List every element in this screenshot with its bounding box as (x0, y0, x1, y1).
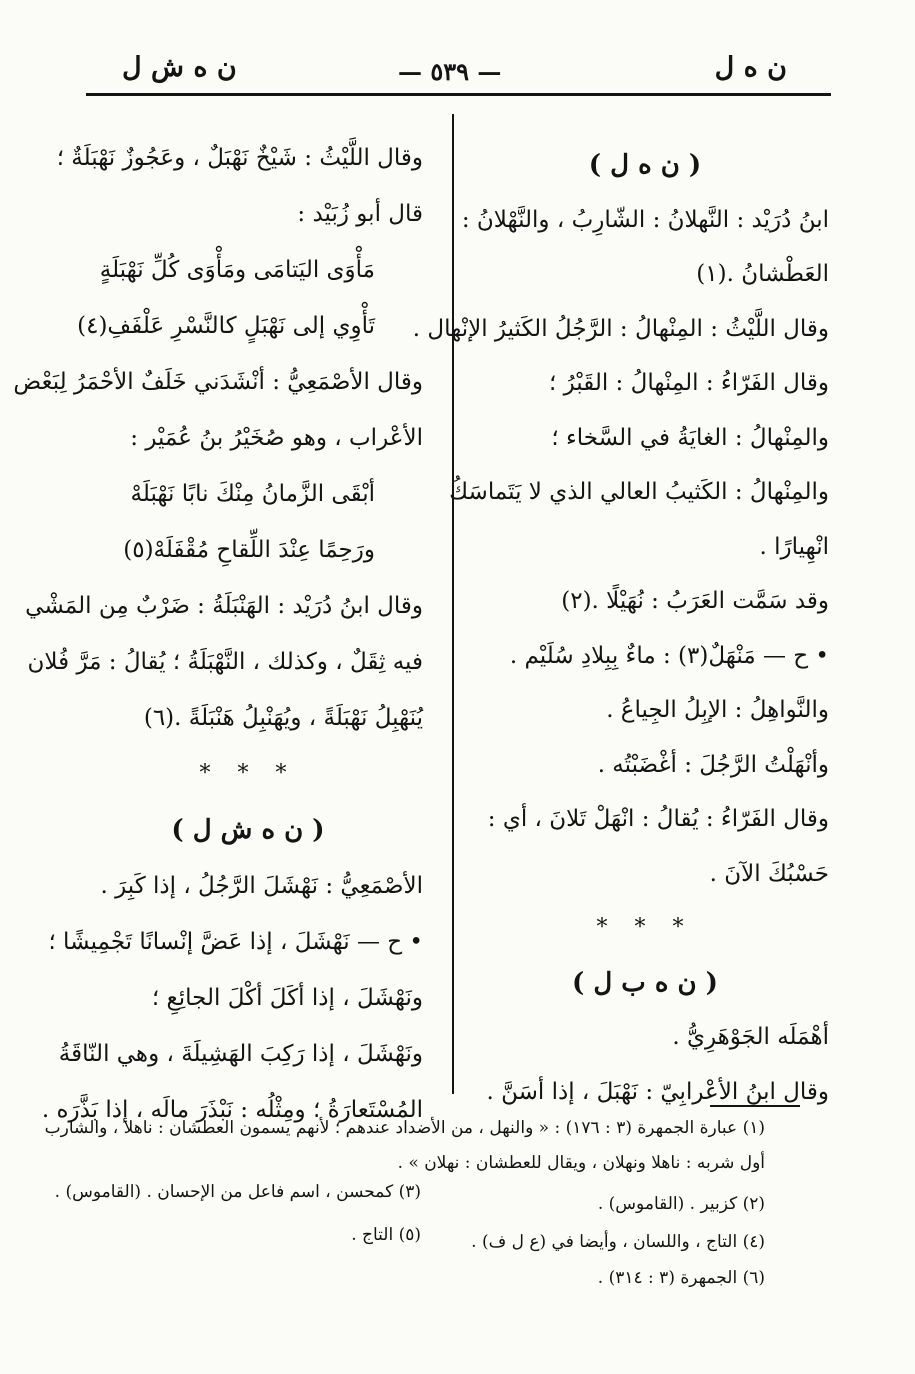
column-divider (452, 114, 454, 1094)
right-column-text-line: انْهِيارًا . (759, 533, 829, 560)
footnote-1-line-2: أول شربه : ناهلا ونهلان ، ويقال للعطشان : نهلان » . (397, 1153, 765, 1173)
header-right-root: ن ه ل (714, 52, 787, 83)
left-column-entry-heading: ( ن ه ش ل ) (171, 815, 325, 845)
left-column-verse-line: مَأْوَى اليَتامَى ومَأْوَى كُلِّ نَهْبَلَةٍ (99, 257, 375, 283)
footnote-2: (٢) كزبير . (القاموس) . (597, 1194, 765, 1214)
left-column-text-line: • ح — نَهْشَلَ ، إذا عَضَّ إنْسانًا تَجْمِيشًا ؛ (48, 929, 423, 955)
right-column-text-line: ابنُ دُرَيْد : النَّهلانُ : الشّارِبُ ، والنَّهْلانُ : (461, 206, 829, 233)
header-rule (86, 93, 831, 96)
left-column-text-line: وقال ابنُ دُرَيْد : الهَنْبَلَةُ : ضَرْبٌ مِن المَشْي (25, 593, 423, 619)
right-column-text-line: وقال اللَّيْثُ : المِنْهالُ : الرَّجُلُ الكَثيرُ الإنْهال . (412, 315, 829, 342)
left-column-text-line: المُسْتَعارَةُ ؛ ومِثْلُه : نَبْذَرَ مالَه ، إذا بَذَّرَه . (41, 1097, 423, 1123)
header-left-root: ن ه ش ل (122, 52, 237, 83)
left-column-text-line: ونَهْشَلَ ، إذا رَكِبَ الهَشِيلَةَ ، وهي النّاقَةُ (58, 1041, 423, 1067)
right-column-text-line: والنَّواهِلُ : الإبِلُ الجِياعُ . (606, 697, 829, 723)
right-column (412, 138, 829, 1119)
right-column-text-line: • ح — مَنْهَلٌ(٣) : ماءٌ بِبِلادِ سُلَيْم . (509, 642, 829, 669)
footnote-1-line-1: (١) عبارة الجمهرة (٣ : ١٧٦) : « والنهل ، من الأضداد عندهم ؛ لأنهم يسمون العطشان : ناهلا ، والشارب (44, 1118, 765, 1138)
left-column-verse-line: تَأْوِي إلى نَهْبَلٍ كالنَّسْرِ عَلْفَفِ(٤) (77, 313, 375, 339)
right-column-text-line: وقد سَمَّت العَرَبُ : نُهَيْلًا .(٢) (561, 588, 829, 614)
left-column-verse-line: ورَحِمًا عِنْدَ اللِّقاحِ مُقْفَلَهْ(٥) (123, 537, 375, 563)
left-column-text-line: وقال الأصْمَعِيُّ : أنْشَدَني خَلَفٌ الأحْمَرُ لِبَعْض (13, 369, 423, 395)
right-column-section-separator: * * * (596, 915, 694, 940)
footnote-5: (٥) التاج . (351, 1225, 421, 1245)
footnote-3: (٣) كمحسن ، اسم فاعل من الإحسان . (القاموس) . (54, 1182, 421, 1202)
right-column-text-line: وقال ابنُ الأعْرابِيّ : نَهْبَلَ ، إذا أسَنَّ . (486, 1078, 829, 1105)
right-column-text-line: أهْمَلَه الجَوْهَرِيُّ . (672, 1024, 829, 1050)
footnote-rule (710, 1105, 800, 1107)
footnote-6: (٦) الجمهرة (٣ : ٣١٤) . (597, 1268, 765, 1288)
right-column-text-line: وقال الفَرّاءُ : يُقالُ : انْهَلْ تَلانَ ، أي : (487, 806, 829, 832)
right-column-entry-heading: ( ن ه ب ل ) (572, 967, 718, 998)
left-column-text-line: الأصْمَعِيُّ : نَهْشَلَ الرَّجُلُ ، إذا كَبِرَ . (100, 873, 423, 899)
page-number: — ٥٣٩ — (398, 57, 502, 86)
right-column-text-line: وقال الفَرّاءُ : المِنْهالُ : القَبْرُ ؛ (548, 370, 829, 396)
left-column-text-line: فيه ثِقَلٌ ، وكذلك ، النَّهْبَلَةُ ؛ يُقالُ : مَرَّ فُلان (27, 649, 423, 675)
left-column-text-line: قال أبو زُبَيْد : (297, 201, 423, 227)
left-column-text-line: وقال اللَّيْثُ : شَيْخٌ نَهْبَلٌ ، وعَجُوزٌ نَهْبَلَةٌ ؛ (56, 145, 423, 171)
right-column-text-line: وأنْهَلْتُ الرَّجُلَ : أغْضَبْتُه . (597, 751, 829, 778)
left-column-verse-line: أبْقَى الزَّمانُ مِنْكَ نابًا نَهْبَلَهْ (130, 481, 375, 507)
left-column-text-line: الأعْراب ، وهو صُخَيْرُ بنُ عُمَيْر : (130, 425, 423, 451)
left-column-text-line: ونَهْشَلَ ، إذا أكَلَ أكْلَ الجائِعِ ؛ (151, 985, 423, 1011)
right-column-text-line: والمِنْهالُ : الكَثيبُ العالي الذي لا يَتَماسَكُ (449, 479, 829, 505)
right-column-text-line: والمِنْهالُ : الغايَةُ في السَّخاء ؛ (551, 424, 829, 451)
left-column-text-line: يُنَهْبِلُ نَهْبَلَةً ، ويُهَنْبِلُ هَنْبَلَةً .(٦) (143, 705, 423, 731)
right-column-text-line: العَطْشانُ .(١) (696, 261, 829, 287)
right-column-text-line: حَسْبُكَ الآنَ . (709, 860, 829, 887)
right-column-entry-heading: ( ن ه ل ) (588, 150, 702, 180)
left-column-section-separator: * * * (199, 761, 297, 786)
footnote-4: (٤) التاج ، واللسان ، وأيضا في (ع ل ف) . (471, 1232, 765, 1252)
